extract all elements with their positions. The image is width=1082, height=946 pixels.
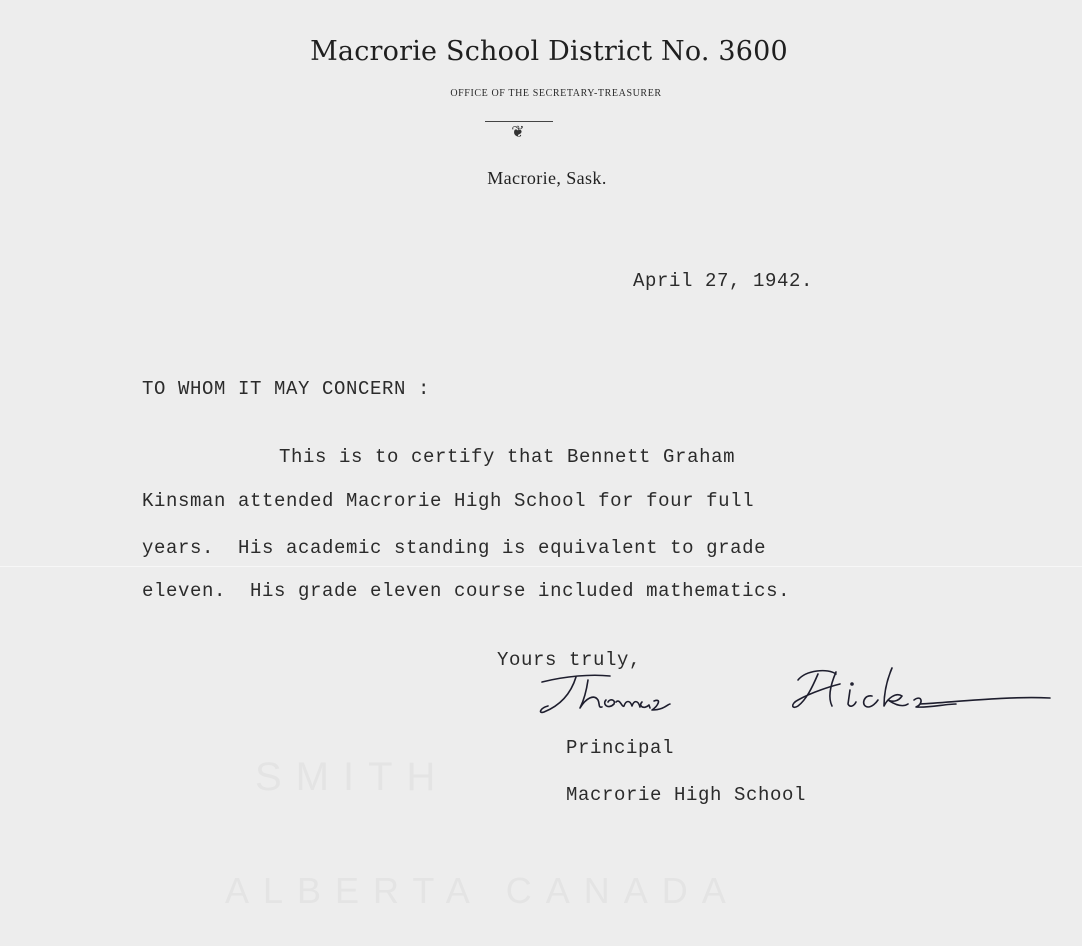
body-line: Kinsman attended Macrorie High School for four full [142, 490, 755, 512]
closing: Yours truly, [497, 649, 642, 671]
salutation: TO WHOM IT MAY CONCERN : [142, 378, 431, 400]
ornament-icon: ❦ [511, 122, 525, 141]
signer-title: Principal [566, 737, 675, 759]
body-line: This is to certify that Bennett Graham [279, 446, 736, 468]
signer-school: Macrorie High School [566, 784, 807, 806]
letterhead-title: Macrorie School District No. 3600 [310, 36, 788, 67]
show-through-text: ALBERTA CANADA [225, 870, 740, 911]
letterhead-office: OFFICE OF THE SECRETARY-TREASURER [450, 88, 662, 99]
body-line: years. His academic standing is equivalent to grade [142, 537, 767, 559]
signature-icon [536, 660, 1056, 720]
letterhead-place: Macrorie, Sask. [487, 168, 607, 188]
body-line: eleven. His grade eleven course included mathematics. [142, 580, 791, 602]
letter-date: April 27, 1942. [633, 270, 814, 292]
show-through-text: SMITH [255, 755, 450, 799]
